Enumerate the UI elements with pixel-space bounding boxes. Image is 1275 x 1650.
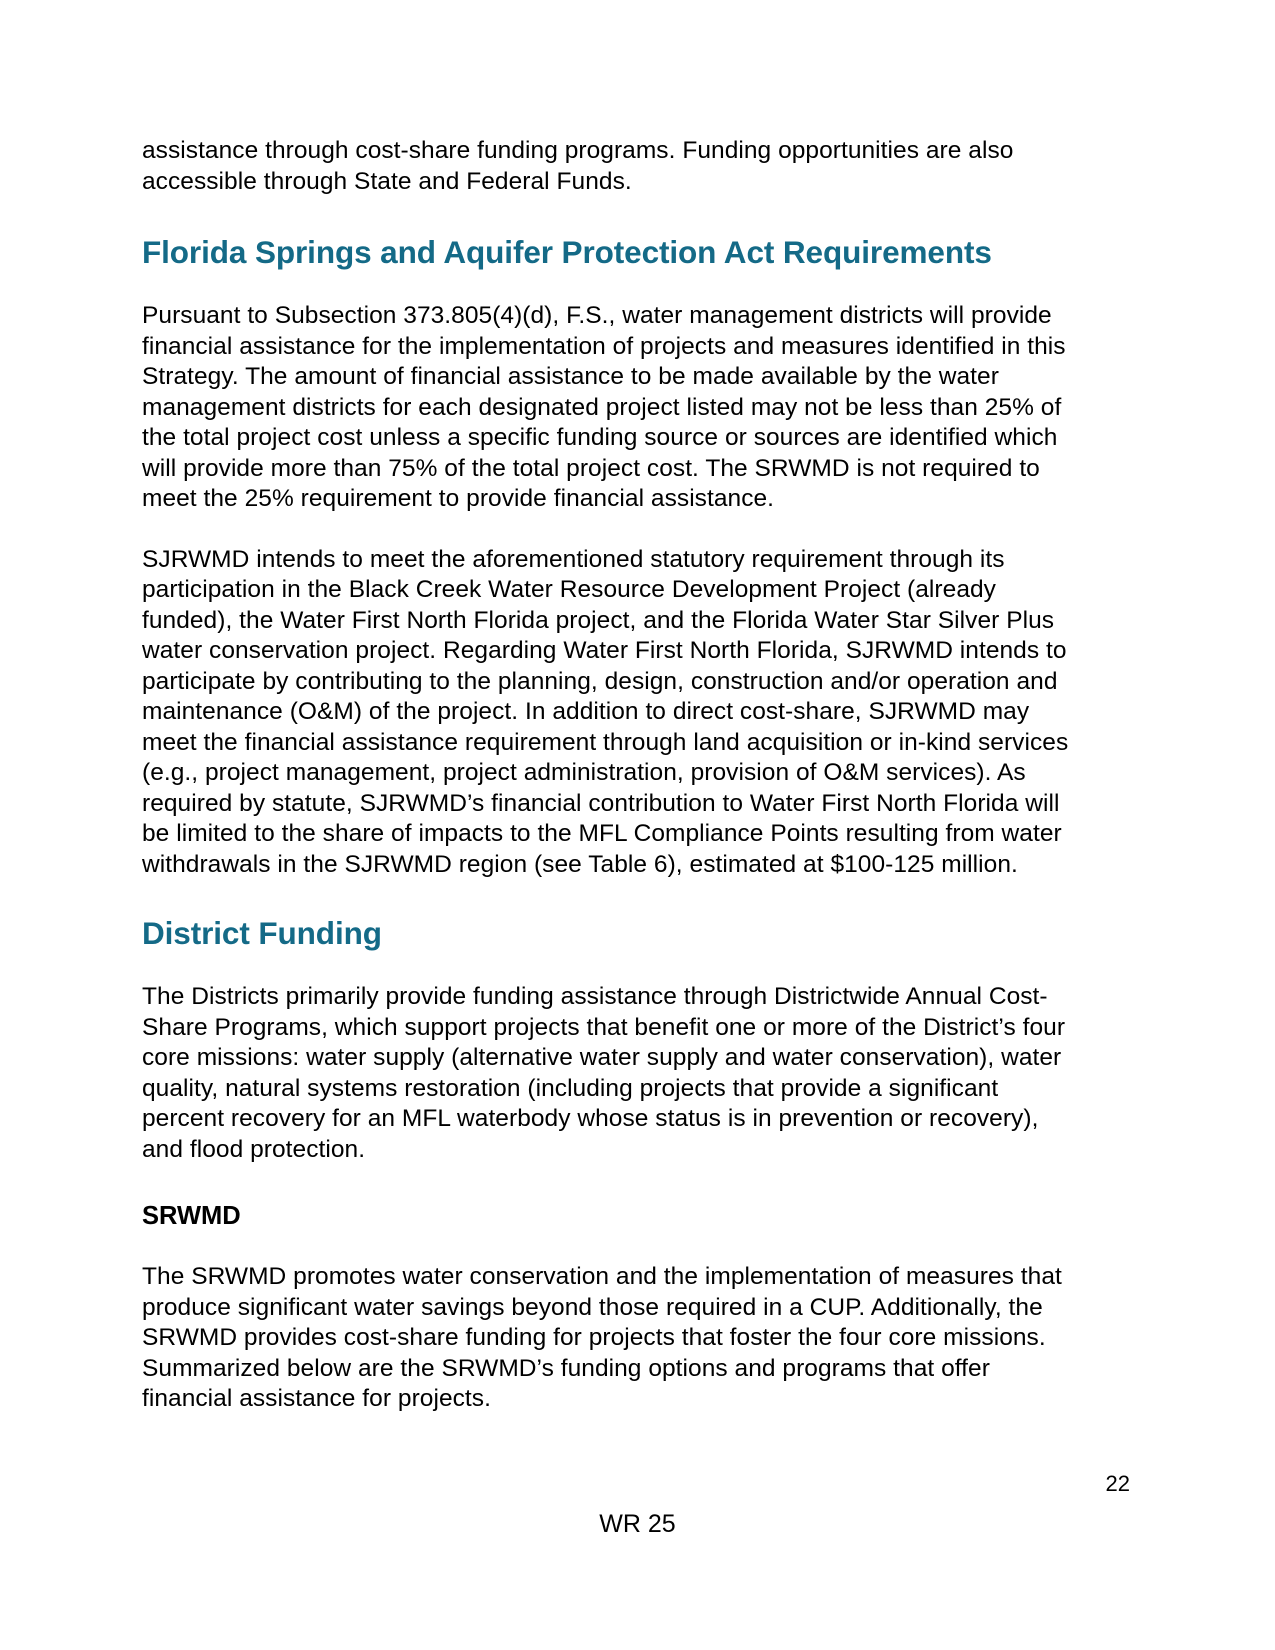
srwmd-paragraph: The SRWMD promotes water conservation and the implementation of measures that produce significant water savings beyond those required in a CUP. Additionally, the SRWMD provides cost-share funding for projects that foster the four core missions. Summarized below are the SRWMD’s funding options and programs that offer financial assistance for projects. [142,1263,1062,1412]
section-heading-district-funding: District Funding [142,915,382,951]
footer-center-label: WR 25 [599,1510,676,1538]
springs-paragraph-2: SJRWMD intends to meet the aforementioned statutory requirement through its participation in the Black Creek Water Resource Development Project (already funded), the Water First North Florida project, and the Florida Water Star Silver Plus water conservation project. Regarding Water First North Florida, SJRWMD intends to participate by contributing to the planning, design, construction and/or operation and maintenance (O&M) of the project. In addition to direct cost-share, SJRWMD may meet the financial assistance requirement through land acquisition or in-kind services (e.g., project management, project administration, provision of O&M services). As required by statute, SJRWMD’s financial contribution to Water First North Florida will be limited to the share of impacts to the MFL Compliance Points resulting from water withdrawals in the SJRWMD region (see Table 6), estimated at $100-125 million. [142,545,1069,878]
district-funding-paragraph: The Districts primarily provide funding assistance through Districtwide Annual Cost-Share Programs, which support projects that benefit one or more of the District’s four core missions: water supply (alternative water supply and water conservation), water quality, natural systems restoration (including projects that provide a significant percent recovery for an MFL waterbody whose status is in prevention or recovery), and flood protection. [142,983,1066,1163]
intro-paragraph: assistance through cost-share funding programs. Funding opportunities are also accessible through State and Federal Funds. [142,137,1014,195]
sub-heading-srwmd: SRWMD [142,1202,241,1230]
page-content [142,136,1070,1445]
section-heading-florida-springs: Florida Springs and Aquifer Protection Act Requirements [142,234,992,270]
springs-paragraph-1: Pursuant to Subsection 373.805(4)(d), F.S., water management districts will provide financial assistance for the implementation of projects and measures identified in this Strategy. The amount of financial assistance to be made available by the water management districts for each designated project listed may not be less than 25% of the total project cost unless a specific funding source or sources are identified which will provide more than 75% of the total project cost. The SRWMD is not required to meet the 25% requirement to provide financial assistance. [142,302,1066,512]
page-number: 22 [1105,1471,1130,1496]
